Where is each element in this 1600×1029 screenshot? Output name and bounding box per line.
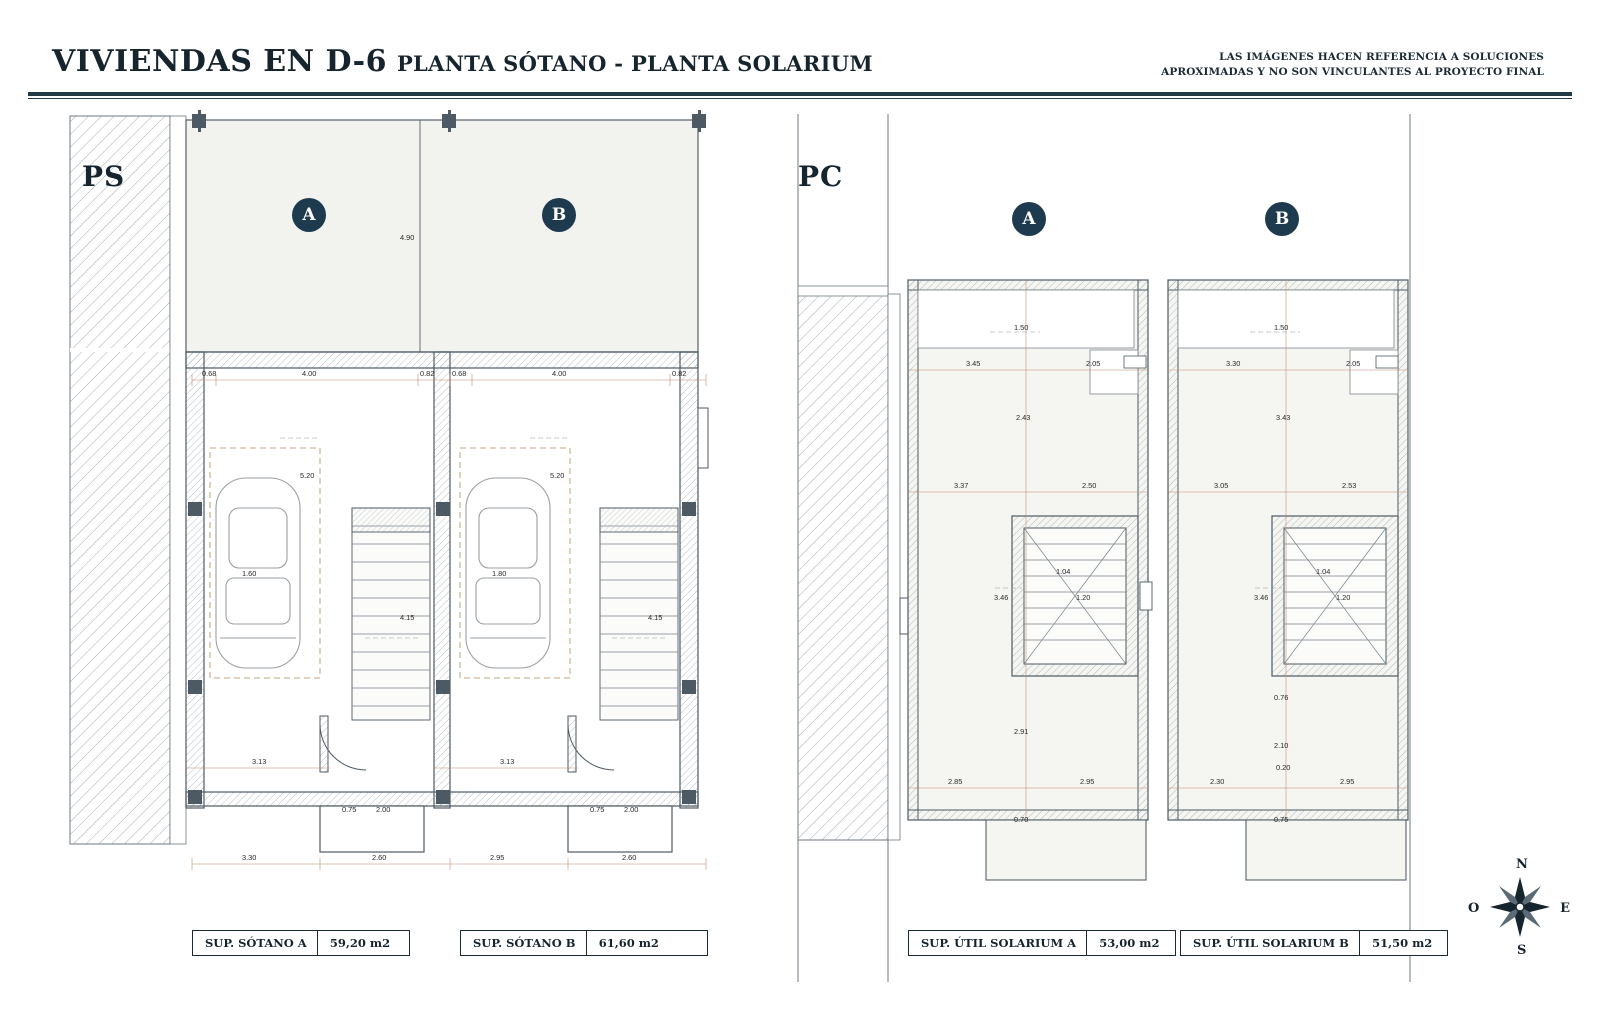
dim-solarium-a-6: 1.04 (1056, 567, 1071, 576)
dim-basement-a-bottom1: 3.30 (242, 853, 257, 862)
disclaimer-line-2: APROXIMADAS Y NO SON VINCULANTES AL PROYECTO FINAL (1161, 66, 1544, 79)
dim-solarium-a-1: 3.45 (966, 359, 981, 368)
dim-basement-b-0: 0.68 (452, 369, 467, 378)
sheet-header (0, 0, 1600, 100)
solarium-unit-badge-a: A (1012, 202, 1046, 236)
page-title (52, 44, 873, 79)
solarium-plan-code: PC (798, 160, 844, 193)
dim-basement-b-2: 0.82 (672, 369, 687, 378)
basement-unit-badge-a: A (292, 198, 326, 232)
dim-solarium-b-14: 0.75 (1274, 815, 1289, 824)
dim-solarium-a-11: 2.95 (1080, 777, 1095, 786)
solarium-unit-badge-b: B (1265, 202, 1299, 236)
disclaimer-note (1161, 50, 1544, 80)
dim-solarium-b-2: 2.05 (1346, 359, 1361, 368)
dim-solarium-a-3: 2.43 (1016, 413, 1031, 422)
dim-basement-b-step2: 2.00 (624, 805, 639, 814)
compass-east-label: E (1560, 901, 1570, 916)
dim-solarium-b-7: 1.20 (1336, 593, 1351, 602)
dim-basement-b-stair: 4.15 (648, 613, 663, 622)
dim-basement-b-bottom2: 2.60 (622, 853, 637, 862)
compass-west-label: O (1468, 901, 1480, 916)
dim-basement-b-car: 1.80 (492, 569, 507, 578)
solarium-area-value-b: 51,50 m2 (1372, 936, 1433, 950)
solarium-plan (790, 108, 1580, 988)
title-subtitle: PLANTA SÓTANO - PLANTA SOLARIUM (396, 51, 873, 76)
dim-basement-b-1: 4.00 (552, 369, 567, 378)
dim-solarium-a-7: 1.20 (1076, 593, 1091, 602)
dim-solarium-a-0: 1.50 (1014, 323, 1029, 332)
disclaimer-line-1: LAS IMÁGENES HACEN REFERENCIA A SOLUCIONES (1219, 51, 1544, 63)
solarium-area-box-a (908, 930, 1176, 956)
basement-area-box-a (192, 930, 410, 956)
solarium-area-label-a: SUP. ÚTIL SOLARIUM A (921, 936, 1077, 950)
dim-solarium-b-9: 0.76 (1274, 693, 1289, 702)
compass-rose (1468, 857, 1570, 958)
dim-basement-b-step1: 0.75 (590, 805, 605, 814)
dim-basement-b-width: 3.13 (500, 757, 515, 766)
solarium-area-value-a: 53,00 m2 (1099, 936, 1160, 950)
dim-basement-a-car: 1.60 (242, 569, 257, 578)
dim-solarium-b-0: 1.50 (1274, 323, 1289, 332)
dim-solarium-b-12: 2.30 (1210, 777, 1225, 786)
basement-plan-code: PS (82, 160, 126, 193)
basement-plan (20, 108, 780, 988)
dim-basement-a-step2: 2.00 (376, 805, 391, 814)
dim-solarium-b-10: 2.10 (1274, 741, 1289, 750)
dim-solarium-b-6: 1.04 (1316, 567, 1331, 576)
basement-area-label-b: SUP. SÓTANO B (473, 936, 576, 950)
dim-basement-b-bottom1: 2.95 (490, 853, 505, 862)
compass-south-label: S (1517, 943, 1527, 958)
dim-basement-b-bay: 5.20 (550, 471, 565, 480)
dim-solarium-a-8: 3.46 (994, 593, 1009, 602)
dim-basement-a-0: 0.68 (202, 369, 217, 378)
basement-unit-badge-b: B (542, 198, 576, 232)
dim-solarium-b-3: 3.43 (1276, 413, 1291, 422)
basement-area-box-b (460, 930, 708, 956)
dim-solarium-a-2: 2.05 (1086, 359, 1101, 368)
dim-solarium-a-10: 2.85 (948, 777, 963, 786)
title-main: VIVIENDAS EN D-6 (52, 44, 387, 79)
header-rule-thin (28, 98, 1572, 99)
dim-basement-a-bottom2: 2.60 (372, 853, 387, 862)
dim-solarium-a-12: 0.70 (1014, 815, 1029, 824)
solarium-area-box-b (1180, 930, 1448, 956)
dim-basement-a-width: 3.13 (252, 757, 267, 766)
dim-solarium-b-13: 2.95 (1340, 777, 1355, 786)
solarium-area-label-b: SUP. ÚTIL SOLARIUM B (1193, 936, 1349, 950)
basement-plan-drawing (20, 108, 780, 988)
dim-solarium-a-5: 2.50 (1082, 481, 1097, 490)
dim-solarium-b-1: 3.30 (1226, 359, 1241, 368)
dim-basement-a-stair: 4.15 (400, 613, 415, 622)
header-rule-thick (28, 92, 1572, 96)
dim-solarium-b-5: 2.53 (1342, 481, 1357, 490)
dim-basement-a-bay: 5.20 (300, 471, 315, 480)
dim-solarium-a-9: 2.91 (1014, 727, 1029, 736)
solarium-plan-drawing (790, 108, 1580, 988)
dim-basement-a-1: 4.00 (302, 369, 317, 378)
dim-basement-a-2: 0.82 (420, 369, 435, 378)
dim-solarium-b-8: 3.46 (1254, 593, 1269, 602)
compass-rose-icon (1474, 861, 1566, 953)
basement-area-label-a: SUP. SÓTANO A (205, 936, 307, 950)
basement-area-value-b: 61,60 m2 (598, 936, 659, 950)
dim-solarium-b-4: 3.05 (1214, 481, 1229, 490)
dim-solarium-b-11: 0.20 (1276, 763, 1291, 772)
dim-basement-a-step1: 0.75 (342, 805, 357, 814)
dim-basement-a-ramp: 4.90 (400, 233, 415, 242)
compass-north-label: N (1516, 857, 1528, 872)
dim-solarium-a-4: 3.37 (954, 481, 969, 490)
basement-area-value-a: 59,20 m2 (329, 936, 391, 950)
